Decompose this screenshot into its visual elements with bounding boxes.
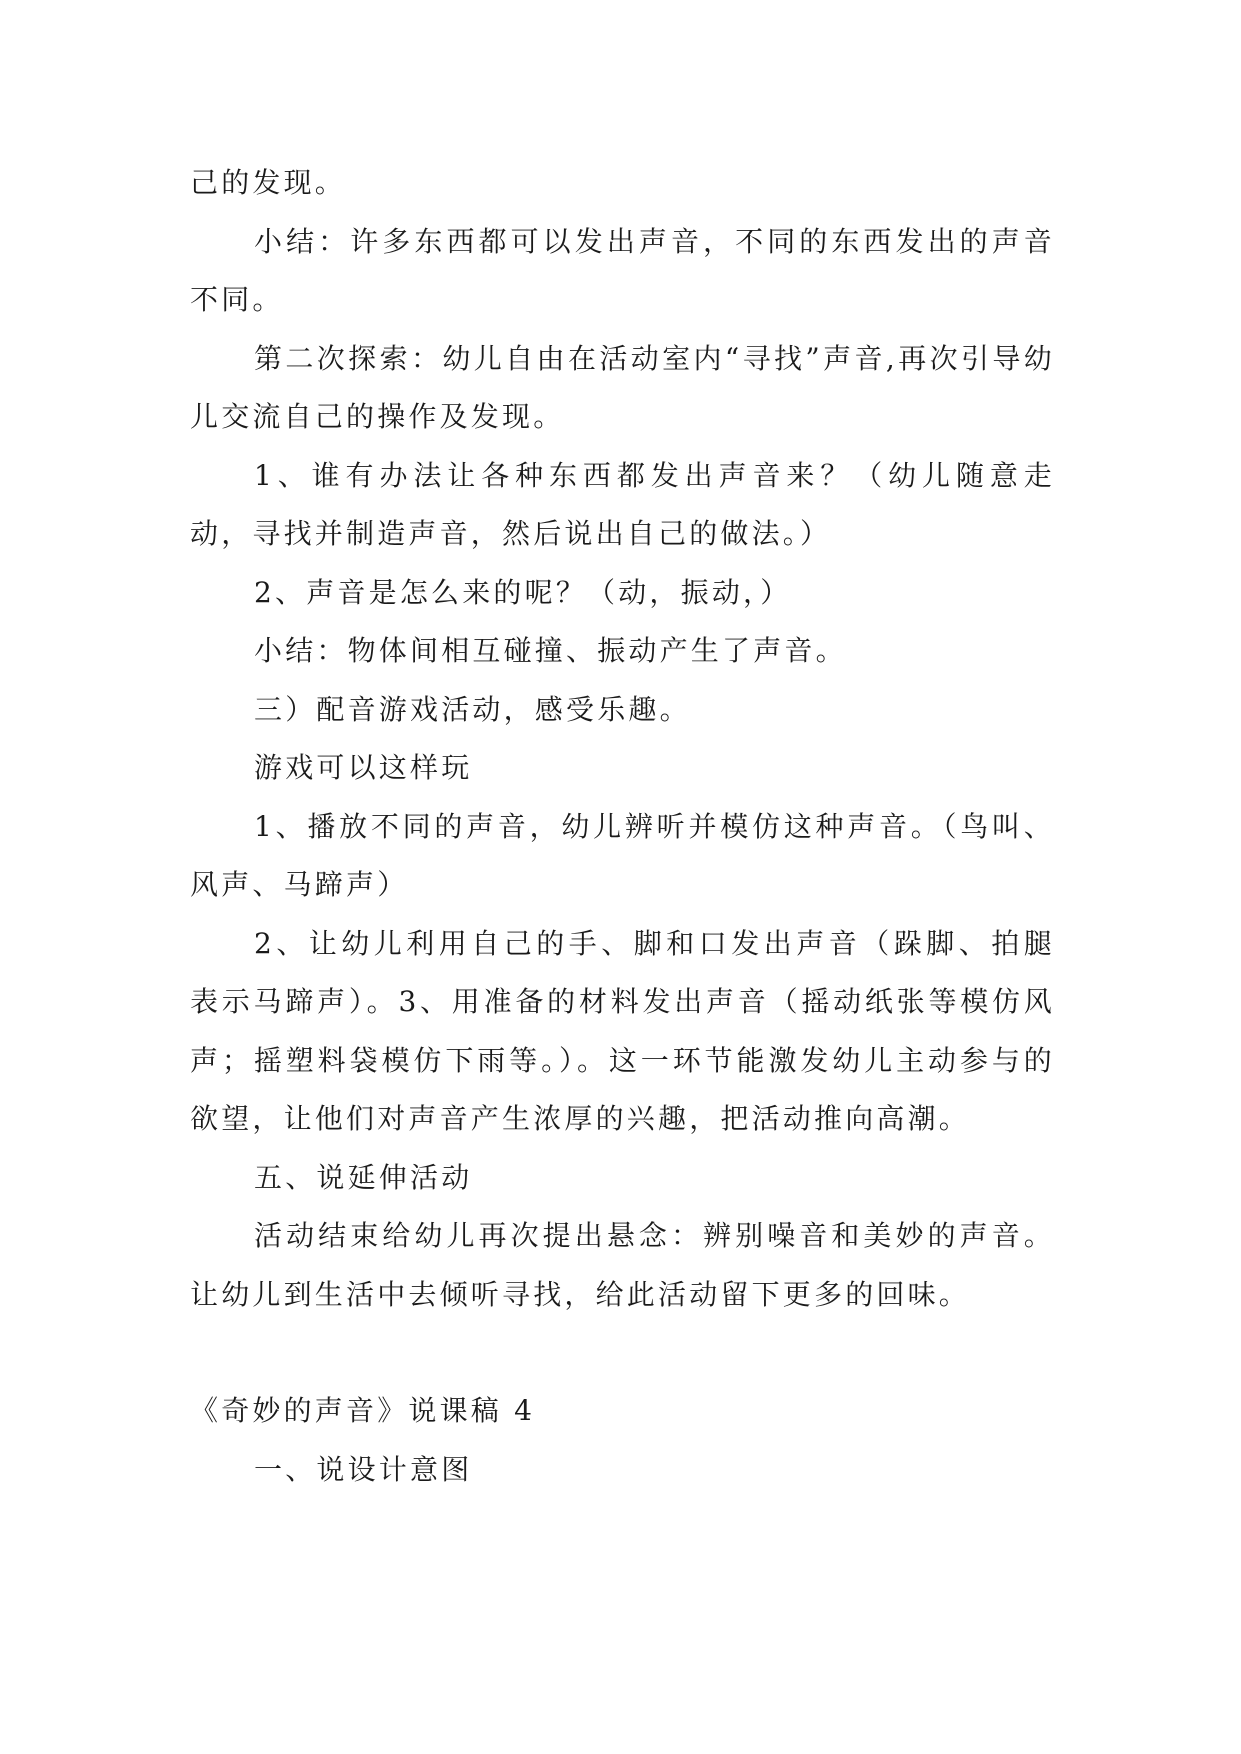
paragraph-8: 游戏可以这样玩 [254,751,473,784]
section-title: 《奇妙的声音》说课稿 4 [190,1394,536,1427]
document-body [190,154,1055,1499]
paragraph-1: 己的发现。 [190,166,347,199]
paragraph-12: 活动结束给幼儿再次提出悬念：辨别噪音和美妙的声音。让幼儿到生活中去倾听寻找，给此活动留下更多的回味。 [190,1219,1055,1311]
paragraph-4: 1、谁有办法让各种东西都发出声音来？（幼儿随意走动，寻找并制造声音，然后说出自己的做法。） [190,458,1055,550]
paragraph-2: 小结：许多东西都可以发出声音，不同的东西发出的声音不同。 [190,224,1055,316]
paragraph-10: 2、让幼儿利用自己的手、脚和口发出声音（跺脚、拍腿表示马蹄声）。3、用准备的材料发出声音（摇动纸张等模仿风声；摇塑料袋模仿下雨等。）。这一环节能激发幼儿主动参与的欲望，让他们对声音产生浓厚的兴趣，把活动推向高潮。 [190,926,1055,1135]
paragraph-9: 1、播放不同的声音，幼儿辨听并模仿这种声音。（鸟叫、风声、马蹄声） [190,809,1055,901]
paragraph-11: 五、说延伸活动 [254,1160,473,1194]
section-gap [190,1324,1055,1382]
paragraph-7: 三）配音游戏活动，感受乐趣。 [254,692,691,726]
paragraph-3: 第二次探索：幼儿自由在活动室内“寻找”声音,再次引导幼儿交流自己的操作及发现。 [190,341,1055,433]
paragraph-5: 2、声音是怎么来的呢？（动，振动，） [254,575,792,609]
paragraph-6: 小结：物体间相互碰撞、振动产生了声音。 [254,634,847,667]
section-first-item: 一、说设计意图 [254,1452,473,1486]
